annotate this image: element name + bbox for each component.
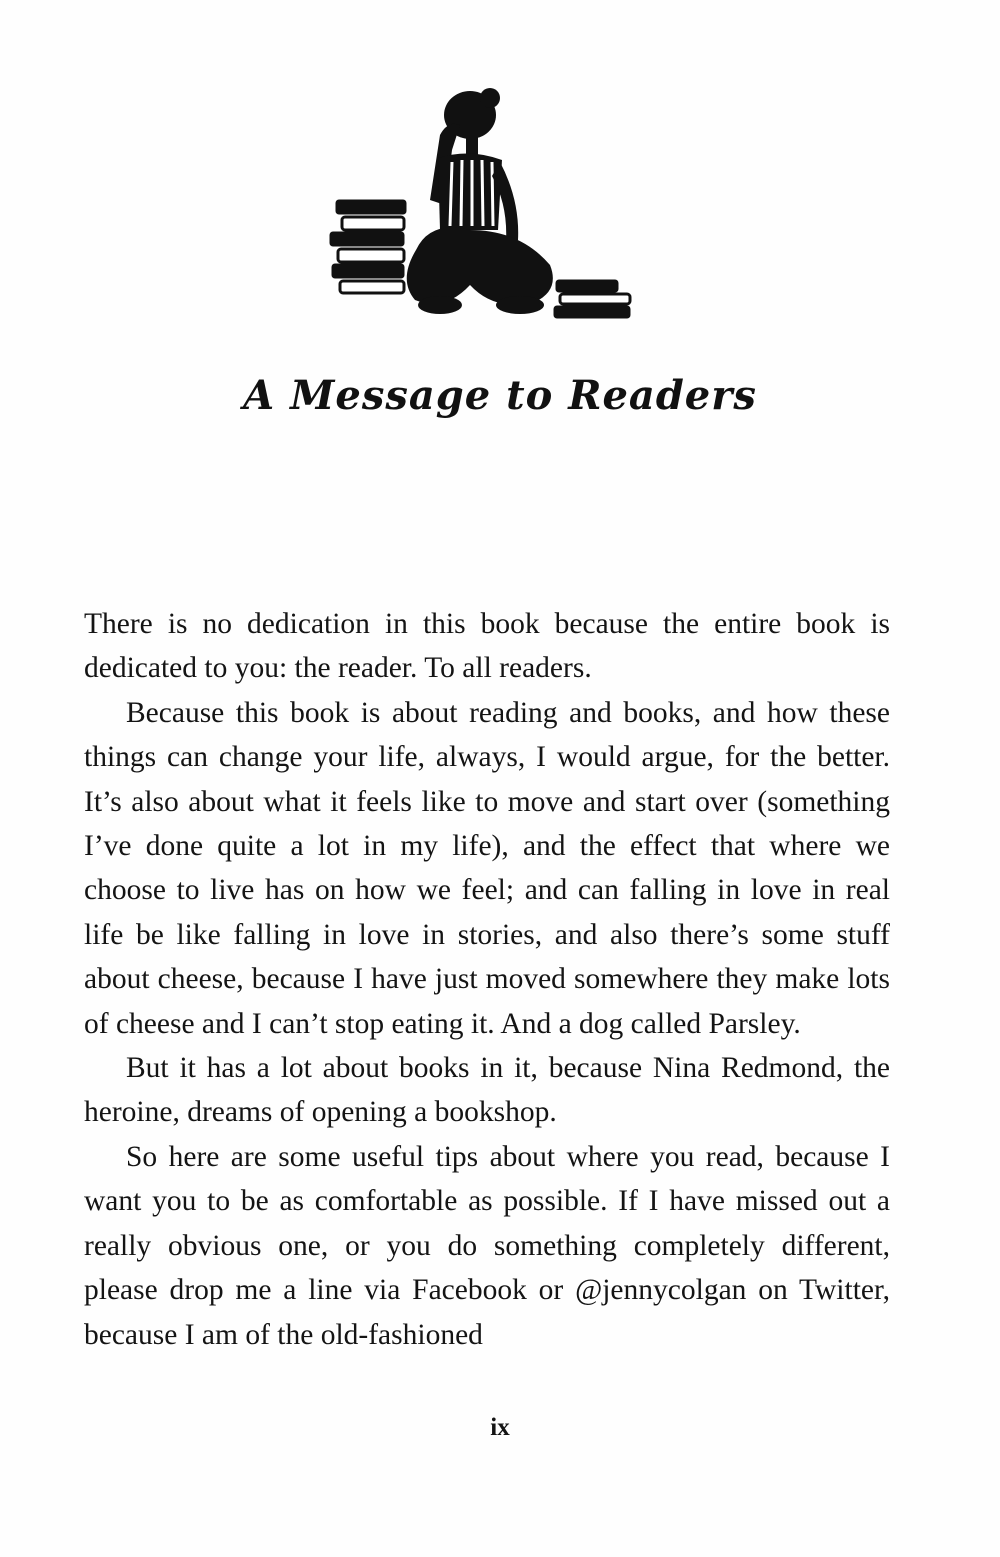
paragraph: There is no dedication in this book because the entire book is dedicated to you: the reader. To all readers.: [84, 608, 890, 685]
page-number: ix: [490, 1414, 510, 1441]
page-title: A Message to Readers: [243, 372, 757, 419]
book-stack-right-icon: [554, 280, 630, 318]
girl-figure-icon: [407, 88, 553, 314]
girl-reading-with-books-illustration: [320, 80, 650, 340]
paragraph: Because this book is about reading and books, and how these things can change your life, always, I would argue, for the better. It’s also about what it feels like to move and start over (something I’ve done quite a lot in my life), and the effect that where we choose to live has on how we feel; and can falling in love in real life be like falling in love in stories, and also there’s some stuff about cheese, because I have just moved somewhere they make lots of cheese and I can’t stop eating it. And a dog called Parsley.: [84, 696, 890, 1040]
book-stack-left-icon: [330, 200, 406, 293]
paragraph: So here are some useful tips about where you read, because I want you to be as comfortable as possible. If I have missed out a really obvious one, or you do something completely different, please drop me a line via Facebook or @jennycolgan on Twitter, because I am of the old-fashioned: [84, 1140, 890, 1351]
paragraph: But it has a lot about books in it, because Nina Redmond, the heroine, dreams of opening a bookshop.: [84, 1052, 890, 1129]
body-text: [84, 602, 890, 1357]
